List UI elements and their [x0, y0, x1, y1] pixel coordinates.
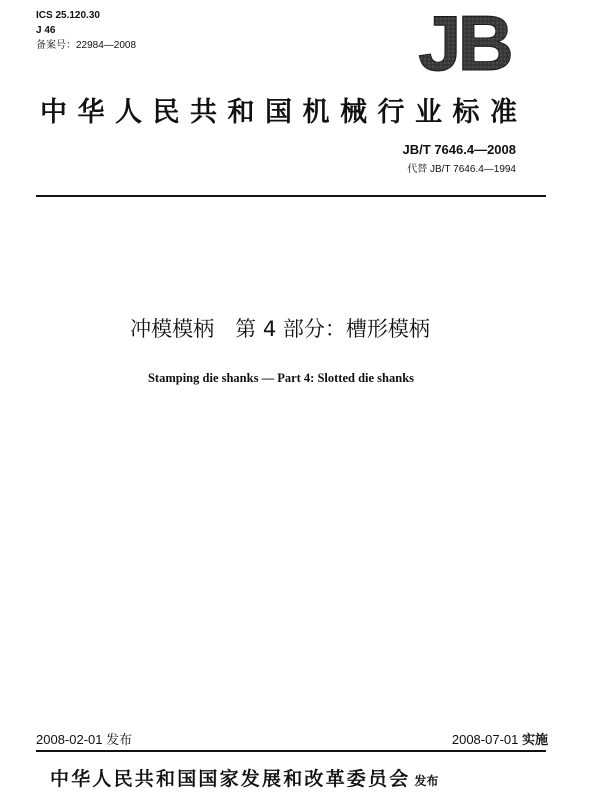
- issue-word: 发布: [106, 732, 133, 747]
- document-title-english: Stamping die shanks — Part 4: Slotted die shanks: [147, 371, 415, 385]
- standard-number: JB/T 7646.4—2008: [402, 142, 516, 157]
- implement-date-line: [452, 729, 548, 748]
- logo-text: JB: [418, 6, 510, 76]
- replaces-standard: 代替 JB/T 7646.4—1994: [407, 164, 516, 175]
- jb-logo: [400, 6, 528, 76]
- document-title-chinese: 冲模模柄 第 4 部分：槽形模柄: [130, 317, 430, 341]
- publisher-suffix: 发布: [414, 774, 439, 788]
- issue-date: 2008-02-01: [36, 732, 103, 747]
- standard-category-title: 中华人民共和国机械行业标准: [40, 97, 528, 128]
- footer-divider: [36, 750, 546, 752]
- publisher-org: 中华人民共和国国家发展和改革委员会: [50, 768, 411, 790]
- issue-date-line: [36, 729, 132, 748]
- header-divider: [36, 195, 546, 197]
- ccs-code: J 46: [36, 25, 56, 36]
- implement-word: 实施: [521, 732, 548, 747]
- implement-date: 2008-07-01: [451, 732, 519, 747]
- record-number: 备案号：22984—2008: [36, 40, 137, 51]
- ics-code: ICS 25.120.30: [36, 10, 100, 21]
- publisher-line: [50, 764, 438, 791]
